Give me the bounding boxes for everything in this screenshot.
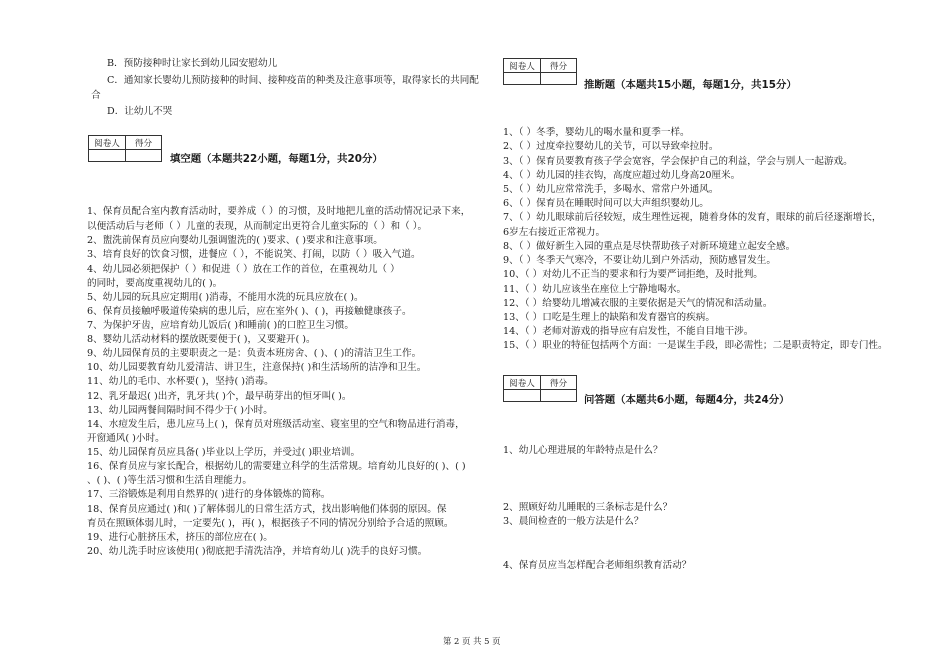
question-line: 18、保育员应通过( )和( )了解体弱儿的日常生活方式，找出影响他们体弱的原因。保 (87, 504, 447, 515)
question-line: 15、幼儿园保育员应具备( )毕业以上学历，并受过( )职业培训。 (87, 447, 361, 458)
question-line: 9、幼儿园保育员的主要职责之一是：负责本班房舍、( )、( )的清洁卫生工作。 (87, 348, 422, 359)
qa-item: 2、照顾好幼儿睡眠的三条标志是什么？ (503, 502, 673, 513)
section-title-judge: 推断题（本题共15小题，每题1分，共15分） (584, 79, 797, 91)
judge-item: 2、（ ）过度牵拉婴幼儿的关节，可以导致牵拉肘。 (503, 141, 719, 152)
score-blank-cell (541, 389, 576, 401)
judge-item: 9、（ ）冬季天气寒冷，不要让幼儿到户外活动，预防感冒发生。 (503, 255, 776, 266)
question-line: 5、幼儿园的玩具应定期用( )消毒，不能用水洗的玩具应放在( )。 (87, 292, 364, 303)
question-line: 1、保育员配合室内教育活动时，要养成（ ）的习惯，及时地把儿童的活动情况记录下来， (87, 206, 471, 217)
question-line: 13、幼儿园两餐间隔时间不得少于( )小时。 (87, 405, 273, 416)
grader-label: 阅卷人 (504, 59, 541, 72)
page-number: 第 2 页 共 5 页 (443, 636, 501, 646)
question-line: 育员在照顾体弱儿时，一定要先( )，再( )，根据孩子不同的情况分别给予合适的照顾。 (87, 518, 454, 529)
question-line: 12、乳牙最迟( )出齐，乳牙共( )个，最早萌芽出的恒牙叫( )。 (87, 391, 352, 402)
question-line: 14、水痘发生后，患儿应马上( )，保育员对班级活动室、寝室里的空气和物品进行消毒， (87, 419, 465, 430)
judge-item: 4、（ ）幼儿园的挂衣钩，高度应超过幼儿身高20厘米。 (503, 170, 741, 181)
option-b: B．预防接种时让家长到幼儿园安慰幼儿 (107, 58, 278, 69)
qa-item: 1、幼儿心理进展的年龄特点是什么？ (503, 445, 663, 456)
score-blank-cell (126, 149, 161, 161)
grader-blank-cell (504, 389, 541, 401)
question-line: 7、为保护牙齿，应培育幼儿饭后( )和睡前( )的口腔卫生习惯。 (87, 320, 355, 331)
section-title-qa: 问答题（本题共6小题，每题4分，共24分） (584, 394, 790, 406)
score-label: 得分 (549, 61, 568, 72)
judge-item: 11、（ ）幼儿应该坐在座位上宁静地喝水。 (503, 284, 687, 295)
judge-item: 1、（ ）冬季，婴幼儿的喝水量和夏季一样。 (503, 127, 690, 138)
grader-label: 阅卷人 (89, 136, 126, 149)
question-line: 开窗通风( )小时。 (87, 433, 165, 444)
qa-item: 3、晨间检查的一般方法是什么？ (503, 516, 644, 527)
judge-item: 15、（ ）职业的特征包括两个方面：一是谋生手段，即必需性；二是职责特定，即专门性。 (503, 340, 888, 351)
judge-item: 5、（ ）幼儿应常常洗手，多喝水、常常户外通风。 (503, 184, 719, 195)
question-line: 6、保育员接触呼吸道传染病的患儿后，应在室外( )、( )，再接触健康孩子。 (87, 306, 412, 317)
score-box-judge-blank (503, 72, 577, 85)
grader-blank-cell (504, 72, 541, 84)
judge-item: 6、（ ）保育员在睡眠时间可以大声组织婴幼儿。 (503, 198, 709, 209)
score-box-fill-blank (88, 149, 162, 162)
score-box-judge (503, 58, 577, 73)
judge-item: 7、（ ）幼儿眼球前后径较短，成生理性远视，随着身体的发育，眼球的前后径逐渐增长， (503, 212, 882, 223)
question-line: 、( )、( )等生活习惯和生活自理能力。 (87, 475, 252, 486)
question-line: 17、三浴锻炼是利用自然界的( )进行的身体锻炼的简称。 (87, 489, 331, 500)
option-c: C．通知家长婴幼儿预防接种的时间、接种疫苗的种类及注意事项等，取得家长的共同配 (107, 75, 479, 86)
score-box-fill (88, 135, 162, 150)
judge-item: 8、（ ）做好新生入园的重点是尽快帮助孩子对新环境建立起安全感。 (503, 241, 796, 252)
score-label: 得分 (134, 138, 153, 149)
option-c-continued: 合 (91, 90, 101, 101)
question-line: 19、进行心脏挤压术，挤压的部位应在( )。 (87, 532, 273, 543)
score-label: 得分 (549, 378, 568, 389)
grader-blank-cell (89, 149, 126, 161)
judge-item: 12、（ ）给婴幼儿增减衣服的主要依据是天气的情况和活动量。 (503, 298, 773, 309)
judge-item-continued: 6岁左右接近正常视力。 (503, 227, 606, 238)
question-line: 的同时，要高度重视幼儿的( )。 (87, 278, 223, 289)
question-line: 20、幼儿洗手时应该使用( )彻底把手清洗洁净，并培育幼儿( )洗手的良好习惯。 (87, 546, 428, 557)
score-box-qa (503, 375, 577, 390)
option-d: D．让幼儿不哭 (107, 106, 173, 117)
judge-item: 13、（ ）口吃是生理上的缺陷和发育器官的疾病。 (503, 312, 715, 323)
judge-item: 10、（ ）对幼儿不正当的要求和行为要严词拒绝，及时批判。 (503, 269, 763, 280)
score-box-qa-blank (503, 389, 577, 402)
question-line: 10、幼儿园要教育幼儿爱清洁、讲卫生，注意保持( )和生活场所的洁净和卫生。 (87, 362, 427, 373)
question-line: 16、保育员应与家长配合，根据幼儿的需要建立科学的生活常规。培育幼儿良好的( )、( ) (87, 461, 466, 472)
judge-item: 3、（ ）保育员要教育孩子学会宽容，学会保护自己的利益，学会与别人一起游戏。 (503, 156, 853, 167)
qa-item: 4、保育员应当怎样配合老师组织教育活动？ (503, 560, 692, 571)
score-blank-cell (541, 72, 576, 84)
question-line: 11、幼儿的毛巾、水杯要( )，坚持( )消毒。 (87, 376, 274, 387)
question-line: 3、培育良好的饮食习惯，进餐应（ ），不能说笑、打闹，以防（ ）吸入气道。 (87, 249, 421, 260)
question-line: 2、盥洗前保育员应向婴幼儿强调盥洗的( )要求、( )要求和注意事项。 (87, 235, 383, 246)
judge-item: 14、（ ）老师对游戏的指导应有启发性，不能自目地干涉。 (503, 326, 754, 337)
section-title-fill: 填空题（本题共22小题，每题1分，共20分） (170, 153, 383, 165)
grader-label: 阅卷人 (504, 376, 541, 389)
question-line: 8、婴幼儿活动材料的摆放既要便于( )，又要避开( )。 (87, 334, 316, 345)
question-line: 以便活动后与老师（ ）儿童的表现，从而制定出更符合儿童实际的（ ）和（ ）。 (87, 221, 428, 232)
question-line: 4、幼儿园必须把保护（ ）和促进（ ）放在工作的首位，在重视幼儿（ ） (87, 264, 400, 275)
